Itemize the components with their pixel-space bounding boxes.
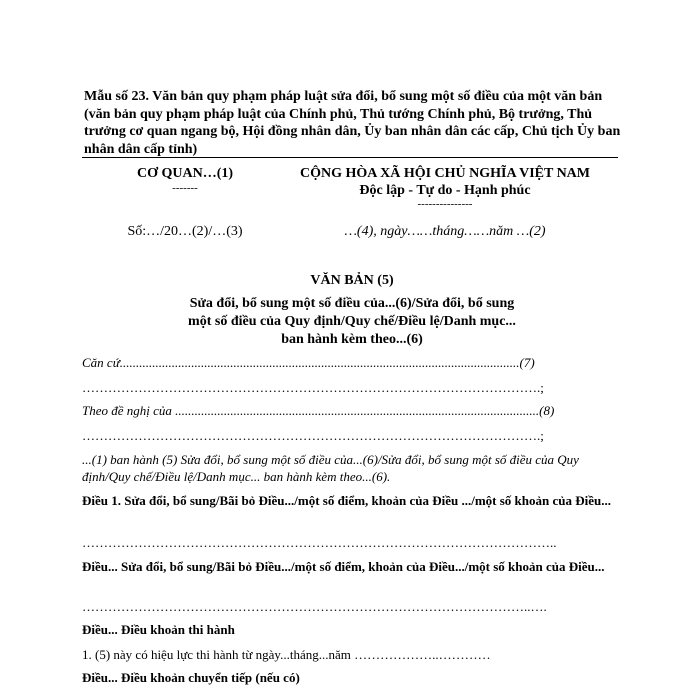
- place-date: …(4), ngày……tháng……năm …(2): [344, 224, 546, 239]
- article-1-title: Điều 1. Sửa đổi, bổ sung/Bãi bỏ Điều.../một số điểm, khoản của Điều .../một số khoản của Điều...: [82, 493, 611, 508]
- article-enforcement-title: Điều... Điều khoản thi hành: [82, 622, 235, 637]
- document-title-line-2: một số điều của Quy định/Quy chế/Điều lệ/Danh mục...: [188, 314, 516, 329]
- enforcement-item-1: 1. (5) này có hiệu lực thi hành từ ngày...tháng...năm ………………..…………: [82, 647, 491, 662]
- article-2-title: Điều... Sửa đổi, bổ sung/Bãi bỏ Điều.../một số điểm, khoản của Điều.../một số khoản của Điều...: [82, 559, 605, 574]
- basis-line-2: …………………………………………………………………………………………….;: [82, 380, 544, 395]
- motto: Độc lập - Tự do - Hạnh phúc: [359, 183, 531, 198]
- basis-line-1: Căn cứ...........................................................................................................................(7): [82, 355, 535, 370]
- heading-divider: [82, 157, 618, 158]
- document-title-line-1: Sửa đổi, bổ sung một số điều của...(6)/Sửa đổi, bổ sung: [189, 296, 515, 311]
- form-heading: Mẫu số 23. Văn bản quy phạm pháp luật sửa đổi, bổ sung một số điều của một văn bản (văn bản quy phạm pháp luật của Chính phủ, Thủ tướng Chính phủ, Bộ trưởng, Thủ trưởng cơ quan ngang bộ, Hội đồng nhân dân, Ủy ban nhân dân các cấp, Chủ tịch Ủy ban nhân dân cấp tỉnh): [84, 89, 621, 157]
- document-number: Số:…/20…(2)/…(3): [127, 224, 243, 239]
- article-2-dots: …………………………………………………………………………………………..….: [82, 599, 547, 614]
- document-type: VĂN BẢN (5): [310, 273, 394, 288]
- proposal-line: Theo đề nghị của ................................................................................................................(8): [82, 403, 555, 418]
- enactment-clause: ...(1) ban hành (5) Sửa đổi, bổ sung một số điều của...(6)/Sửa đổi, bổ sung một số điều của Quy định/Quy chế/Điều lệ/Danh mục... ban hành kèm theo...(6).: [82, 452, 579, 484]
- motto-rule: ---------------: [417, 198, 473, 210]
- article-1-dots: ………………………………………………………………………………………………..: [82, 535, 557, 550]
- document-title-line-3: ban hành kèm theo...(6): [281, 332, 423, 347]
- article-transition-title: Điều... Điều khoản chuyển tiếp (nếu có): [82, 670, 300, 685]
- nation-name: CỘNG HÒA XÃ HỘI CHỦ NGHĨA VIỆT NAM: [299, 166, 590, 181]
- agency-rule: -------: [172, 182, 198, 194]
- agency-name: CƠ QUAN…(1): [136, 166, 234, 181]
- proposal-dots: …………………………………………………………………………………………….;: [82, 428, 544, 443]
